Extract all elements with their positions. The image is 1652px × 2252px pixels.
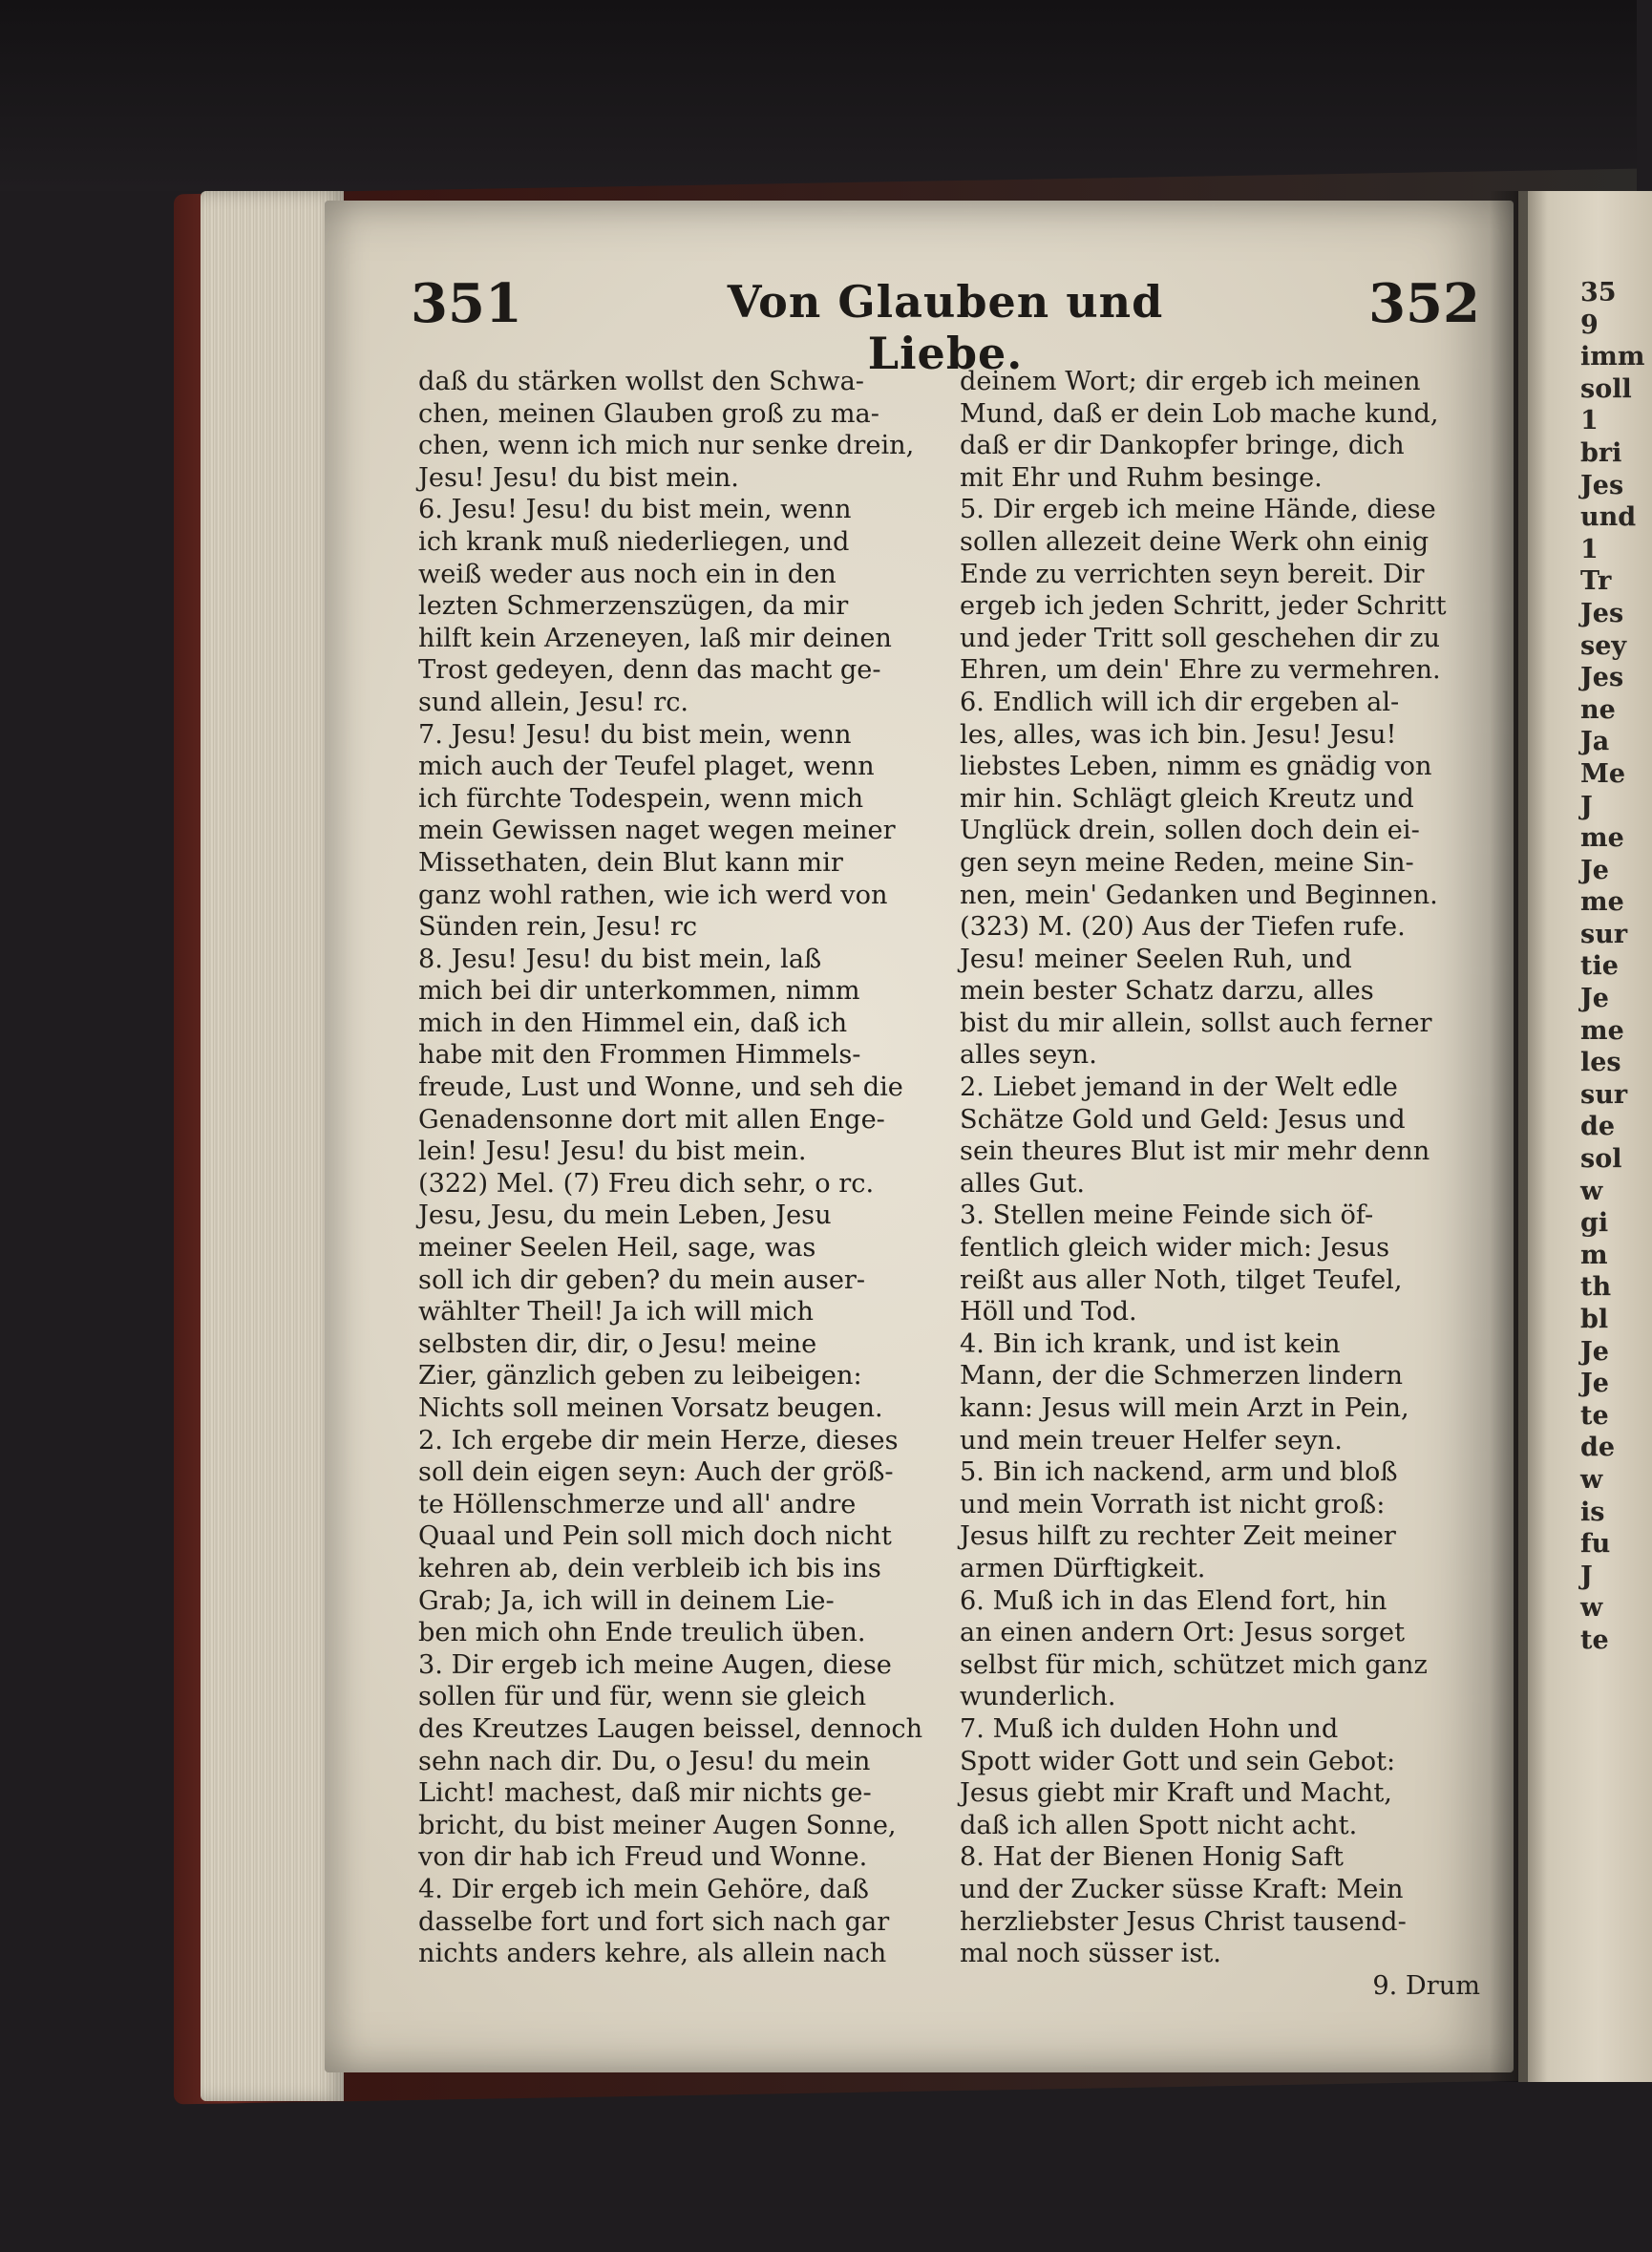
text-line: sollen für und für, wenn sie gleich xyxy=(418,1682,867,1712)
text-line: armen Dürftigkeit. xyxy=(960,1553,1206,1583)
dark-backdrop xyxy=(0,0,1637,191)
text-column-right xyxy=(960,366,1480,2002)
page-edges xyxy=(201,191,344,2101)
edge-fragment: J xyxy=(1580,1561,1593,1591)
edge-fragment: me xyxy=(1580,887,1624,918)
edge-fragment: Ja xyxy=(1580,727,1610,757)
text-line: Sünden rein, Jesu! rc xyxy=(418,912,698,943)
text-line: sollen allezeit deine Werk ohn einig xyxy=(960,526,1430,557)
edge-fragment: is xyxy=(1580,1497,1605,1527)
text-line: 6. Jesu! Jesu! du bist mein, wenn xyxy=(418,495,852,525)
text-line: ganz wohl rathen, wie ich werd von xyxy=(418,880,888,910)
catchword: 9. Drum xyxy=(1372,1970,1480,2001)
edge-fragment: imm xyxy=(1580,342,1645,372)
text-line: Mann, der die Schmerzen lindern xyxy=(960,1361,1404,1392)
edge-fragment: w xyxy=(1580,1464,1603,1495)
edge-fragment: de xyxy=(1580,1112,1616,1142)
text-line: alles seyn. xyxy=(960,1040,1097,1071)
text-line: ergeb ich jeden Schritt, jeder Schritt xyxy=(960,591,1447,622)
text-line: von dir hab ich Freud und Wonne. xyxy=(418,1842,868,1873)
text-line: Grab; Ja, ich will in deinem Lie- xyxy=(418,1585,835,1616)
text-line: 7. Muß ich dulden Hohn und xyxy=(960,1713,1339,1744)
edge-fragment: sey xyxy=(1580,630,1627,661)
text-line: bist du mir allein, sollst auch ferner xyxy=(960,1008,1432,1038)
text-line: ich krank muß niederliegen, und xyxy=(418,526,850,557)
text-line: 6. Muß ich in das Elend fort, hin xyxy=(960,1585,1387,1616)
text-line: daß du stärken wollst den Schwa- xyxy=(418,367,864,396)
text-line: daß er dir Dankopfer bringe, dich xyxy=(960,431,1405,461)
text-line: 7. Jesu! Jesu! du bist mein, wenn xyxy=(418,719,852,750)
edge-fragment: te xyxy=(1580,1400,1609,1431)
text-line: 3. Stellen meine Feinde sich öf- xyxy=(960,1200,1374,1231)
text-line: 2. Liebet jemand in der Welt edle xyxy=(960,1073,1398,1103)
text-line: nichts anders kehre, als allein nach xyxy=(418,1939,887,1969)
edge-fragment: me xyxy=(1580,1015,1624,1046)
edge-fragment: gi xyxy=(1580,1208,1609,1239)
text-line: 5. Dir ergeb ich meine Hände, diese xyxy=(960,495,1436,525)
text-line: 6. Endlich will ich dir ergeben al- xyxy=(960,687,1400,717)
text-line: (322) Mel. (7) Freu dich sehr, o rc. xyxy=(418,1168,875,1199)
text-line: soll dein eigen seyn: Auch der größ- xyxy=(418,1457,894,1488)
text-line: freude, Lust und Wonne, und seh die xyxy=(418,1073,903,1103)
text-line: wunderlich. xyxy=(960,1682,1116,1712)
text-line: mein bester Schatz darzu, alles xyxy=(960,976,1374,1007)
text-line: Jesu! Jesu! du bist mein. xyxy=(418,462,739,493)
text-line: mal noch süsser ist. xyxy=(960,1939,1221,1969)
text-line: (323) M. (20) Aus der Tiefen rufe. xyxy=(960,912,1406,943)
text-line: Ende zu verrichten seyn bereit. Dir xyxy=(960,559,1425,589)
page-number-right: 352 xyxy=(1368,272,1480,335)
text-line: kehren ab, dein verbleib ich bis ins xyxy=(418,1553,881,1583)
text-line: Missethaten, dein Blut kann mir xyxy=(418,847,843,878)
text-line: und jeder Tritt soll geschehen dir zu xyxy=(960,623,1440,653)
text-line: les, alles, was ich bin. Jesu! Jesu! xyxy=(960,719,1397,750)
text-line: lezten Schmerzenszügen, da mir xyxy=(418,591,849,622)
text-line: Mund, daß er dein Lob mache kund, xyxy=(960,398,1439,429)
edge-fragment: Je xyxy=(1580,1369,1609,1399)
text-line: 3. Dir ergeb ich meine Augen, diese xyxy=(418,1649,892,1680)
text-line: selbst für mich, schützet mich ganz xyxy=(960,1649,1428,1680)
text-line: 2. Ich ergebe dir mein Herze, dieses xyxy=(418,1425,899,1455)
text-line: nen, mein' Gedanken und Beginnen. xyxy=(960,880,1438,910)
edge-fragment: Jes xyxy=(1580,470,1624,500)
edge-fragment: bl xyxy=(1580,1305,1609,1334)
text-line: Zier, gänzlich geben zu leibeigen: xyxy=(418,1361,862,1392)
text-line: sehn nach dir. Du, o Jesu! du mein xyxy=(418,1746,871,1776)
edge-fragment: J xyxy=(1580,791,1593,821)
text-line: reißt aus aller Noth, tilget Teufel, xyxy=(960,1264,1403,1295)
edge-fragment: Me xyxy=(1580,758,1626,789)
text-line: Nichts soll meinen Vorsatz beugen. xyxy=(418,1393,883,1423)
text-line: sund allein, Jesu! rc. xyxy=(418,687,689,717)
text-line: Genadensonne dort mit allen Enge- xyxy=(418,1104,885,1135)
edge-fragment: th xyxy=(1580,1272,1612,1303)
text-line: mir hin. Schlägt gleich Kreutz und xyxy=(960,783,1414,814)
text-line: sein theures Blut ist mir mehr denn xyxy=(960,1137,1430,1167)
edge-fragment: soll xyxy=(1580,373,1632,404)
text-line: weiß weder aus noch ein in den xyxy=(418,559,837,589)
text-line: alles Gut. xyxy=(960,1168,1086,1199)
edge-fragment: w xyxy=(1580,1593,1603,1624)
text-line: liebstes Leben, nimm es gnädig von xyxy=(960,752,1432,782)
text-line: ich fürchte Todespein, wenn mich xyxy=(418,783,864,814)
facing-page-fragments xyxy=(1580,277,1645,1657)
text-line: Quaal und Pein soll mich doch nicht xyxy=(418,1521,892,1552)
edge-fragment: les xyxy=(1580,1048,1621,1078)
text-line: ben mich ohn Ende treulich üben. xyxy=(418,1618,866,1648)
text-line: herzliebster Jesus Christ tausend- xyxy=(960,1906,1407,1937)
text-line: Jesus hilft zu rechter Zeit meiner xyxy=(960,1521,1396,1552)
text-line: mich in den Himmel ein, daß ich xyxy=(418,1008,848,1038)
text-line: lein! Jesu! Jesu! du bist mein. xyxy=(418,1137,807,1167)
text-line: Ehren, um dein' Ehre zu vermehren. xyxy=(960,655,1441,686)
edge-fragment: und xyxy=(1580,502,1637,533)
edge-fragment: te xyxy=(1580,1625,1609,1655)
edge-fragment: de xyxy=(1580,1433,1616,1463)
edge-fragment: fu xyxy=(1580,1529,1611,1560)
text-line: dasselbe fort und fort sich nach gar xyxy=(418,1906,890,1937)
text-line: soll ich dir geben? du mein auser- xyxy=(418,1264,866,1295)
text-line: hilft kein Arzeneyen, laß mir deinen xyxy=(418,623,892,653)
edge-fragment: 1 xyxy=(1580,534,1599,564)
text-line: habe mit den Frommen Himmels- xyxy=(418,1040,861,1071)
text-line: wählter Theil! Ja ich will mich xyxy=(418,1297,815,1328)
text-line: des Kreutzes Laugen beissel, dennoch xyxy=(418,1713,923,1744)
text-line: Licht! machest, daß mir nichts ge- xyxy=(418,1778,872,1809)
text-line: Trost gedeyen, denn das macht ge- xyxy=(418,655,881,686)
text-column-left xyxy=(418,366,939,1970)
edge-fragment: Jes xyxy=(1580,663,1624,693)
edge-fragment: ne xyxy=(1580,694,1616,725)
text-line: mein Gewissen naget wegen meiner xyxy=(418,816,896,846)
text-line: gen seyn meine Reden, meine Sin- xyxy=(960,847,1414,878)
text-line: mit Ehr und Ruhm besinge. xyxy=(960,462,1323,493)
text-line: chen, wenn ich mich nur senke drein, xyxy=(418,431,915,461)
page-header xyxy=(411,272,1480,379)
text-line: Jesus giebt mir Kraft und Macht, xyxy=(960,1778,1392,1809)
text-line: Spott wider Gott und sein Gebot: xyxy=(960,1746,1396,1776)
edge-fragment: Jes xyxy=(1580,598,1624,628)
text-line: daß ich allen Spott nicht acht. xyxy=(960,1810,1358,1840)
edge-fragment: w xyxy=(1580,1176,1603,1206)
text-line: deinem Wort; dir ergeb ich meinen xyxy=(960,367,1421,396)
text-line: Höll und Tod. xyxy=(960,1297,1137,1328)
text-line: Jesu, Jesu, du mein Leben, Jesu xyxy=(418,1200,832,1231)
text-line: 5. Bin ich nackend, arm und bloß xyxy=(960,1457,1398,1488)
edge-fragment: me xyxy=(1580,823,1624,854)
text-line: Unglück drein, sollen doch dein ei- xyxy=(960,816,1420,846)
edge-fragment: Tr xyxy=(1580,566,1612,597)
text-line: chen, meinen Glauben groß zu ma- xyxy=(418,398,879,429)
running-title: Von Glauben und Liebe. xyxy=(727,276,1164,379)
text-line: mich bei dir unterkommen, nimm xyxy=(418,976,860,1007)
edge-fragment: 1 xyxy=(1580,406,1599,436)
text-line: te Höllenschmerze und all' andre xyxy=(418,1489,857,1519)
text-line: fentlich gleich wider mich: Jesus xyxy=(960,1233,1390,1264)
text-line: Jesu! meiner Seelen Ruh, und xyxy=(960,944,1352,974)
text-line: bricht, du bist meiner Augen Sonne, xyxy=(418,1810,897,1840)
edge-fragment: sur xyxy=(1580,919,1628,949)
text-line: und mein Vorrath ist nicht groß: xyxy=(960,1489,1386,1519)
text-line: kann: Jesus will mein Arzt in Pein, xyxy=(960,1393,1409,1423)
edge-fragment: 9 xyxy=(1580,309,1599,340)
edge-fragment: Je xyxy=(1580,1336,1609,1367)
text-line: an einen andern Ort: Jesus sorget xyxy=(960,1618,1406,1648)
text-line: und mein treuer Helfer seyn. xyxy=(960,1425,1343,1455)
gutter-shadow xyxy=(1490,191,1528,2082)
edge-fragment: tie xyxy=(1580,951,1619,982)
edge-fragment: 35 xyxy=(1580,278,1617,308)
text-line: mich auch der Teufel plaget, wenn xyxy=(418,752,875,782)
text-line: 4. Dir ergeb ich mein Gehöre, daß xyxy=(418,1874,869,1904)
edge-fragment: Je xyxy=(1580,855,1609,885)
text-line: selbsten dir, dir, o Jesu! meine xyxy=(418,1328,817,1359)
text-line: und der Zucker süsse Kraft: Mein xyxy=(960,1874,1404,1904)
edge-fragment: sur xyxy=(1580,1079,1628,1110)
page-number-left: 351 xyxy=(411,272,522,335)
text-line: Schätze Gold und Geld: Jesus und xyxy=(960,1104,1406,1135)
edge-fragment: m xyxy=(1580,1240,1608,1270)
text-line: 4. Bin ich krank, und ist kein xyxy=(960,1328,1341,1359)
text-line: 8. Hat der Bienen Honig Saft xyxy=(960,1842,1344,1873)
edge-fragment: Je xyxy=(1580,984,1609,1014)
edge-fragment: bri xyxy=(1580,437,1622,468)
text-line: meiner Seelen Heil, sage, was xyxy=(418,1233,816,1264)
edge-fragment: sol xyxy=(1580,1144,1622,1175)
text-line: 8. Jesu! Jesu! du bist mein, laß xyxy=(418,944,822,974)
